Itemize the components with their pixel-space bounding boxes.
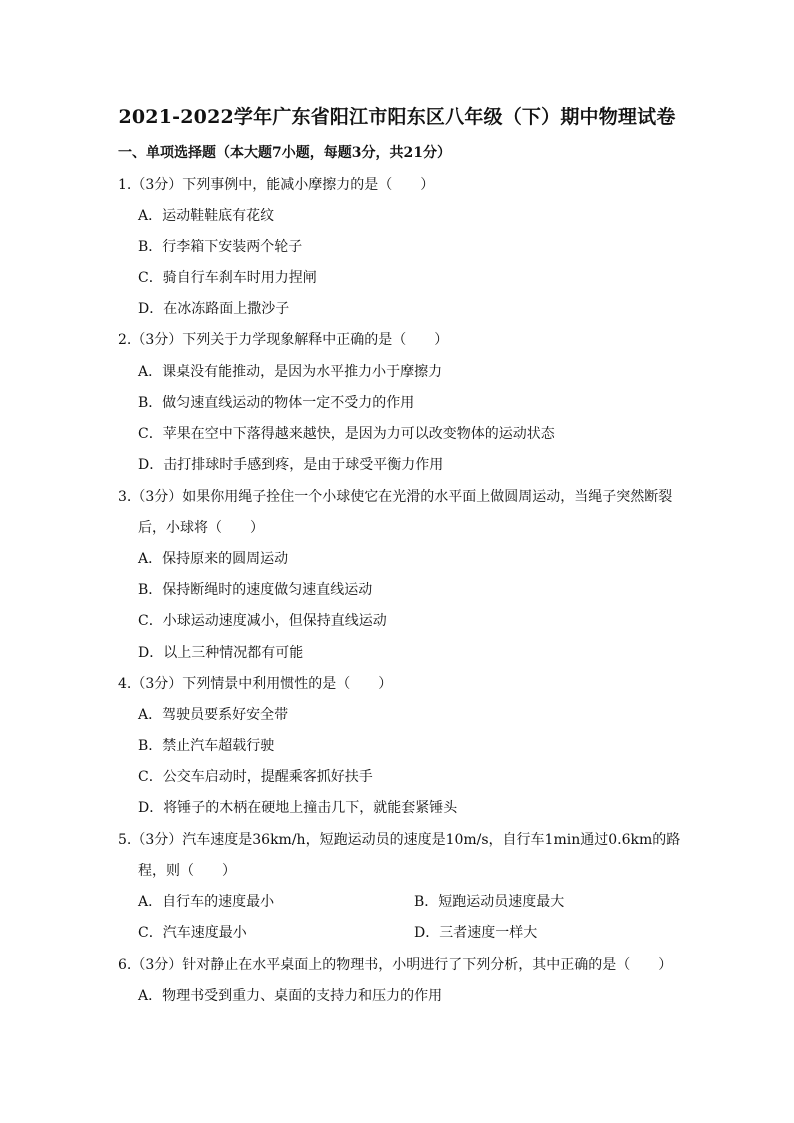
question-3-option-d: D．以上三种情况都有可能 — [138, 645, 304, 661]
question-3-stem-continued: 后，小球将（ ） — [138, 520, 264, 536]
question-4-option-b: B．禁止汽车超载行驶 — [138, 738, 275, 754]
question-4-option-c: C．公交车启动时，提醒乘客抓好扶手 — [138, 769, 373, 785]
question-2-option-a: A．课桌没有能推动，是因为水平推力小于摩擦力 — [138, 364, 443, 380]
question-5-option-d: D．三者速度一样大 — [414, 925, 538, 941]
question-5-stem: 5.（3分）汽车速度是36km/h，短跑运动员的速度是10m/s，自行车1min通过0.6km的路 — [118, 832, 681, 848]
page-title: 2021-2022学年广东省阳江市阳东区八年级（下）期中物理试卷 — [118, 106, 676, 128]
question-3-option-c: C．小球运动速度减小，但保持直线运动 — [138, 613, 387, 629]
question-3-stem: 3.（3分）如果你用绳子拴住一个小球使它在光滑的水平面上做圆周运动，当绳子突然断裂 — [118, 489, 673, 505]
question-4-option-a: A．驾驶员要系好安全带 — [138, 707, 289, 723]
question-5-option-b: B．短跑运动员速度最大 — [414, 894, 565, 910]
question-2-option-d: D．击打排球时手感到疼，是由于球受平衡力作用 — [138, 457, 444, 473]
question-2-option-b: B．做匀速直线运动的物体一定不受力的作用 — [138, 395, 415, 411]
question-1-option-a: A．运动鞋鞋底有花纹 — [138, 208, 275, 224]
question-5-stem-continued: 程，则（ ） — [138, 863, 236, 879]
question-3-option-b: B．保持断绳时的速度做匀速直线运动 — [138, 582, 373, 598]
question-2-stem: 2.（3分）下列关于力学现象解释中正确的是（ ） — [118, 332, 449, 348]
question-4-option-d: D．将锤子的木柄在硬地上撞击几下，就能套紧锤头 — [138, 800, 458, 816]
question-1-stem: 1.（3分）下列事例中，能减小摩擦力的是（ ） — [118, 177, 435, 193]
question-4-stem: 4.（3分）下列情景中利用惯性的是（ ） — [118, 676, 393, 692]
section-heading: 一、单项选择题（本大题7小题，每题3分，共21分） — [118, 145, 451, 161]
question-5-option-c: C．汽车速度最小 — [138, 925, 247, 941]
question-1-option-b: B．行李箱下安装两个轮子 — [138, 239, 303, 255]
question-1-option-d: D．在冰冻路面上撒沙子 — [138, 301, 290, 317]
question-3-option-a: A．保持原来的圆周运动 — [138, 551, 289, 567]
question-6-stem: 6.（3分）针对静止在水平桌面上的物理书，小明进行了下列分析，其中正确的是（ ） — [118, 957, 673, 973]
question-5-option-a: A．自行车的速度最小 — [138, 894, 275, 910]
question-1-option-c: C．骑自行车刹车时用力捏闸 — [138, 270, 317, 286]
question-6-option-a: A．物理书受到重力、桌面的支持力和压力的作用 — [138, 988, 443, 1004]
question-2-option-c: C．苹果在空中下落得越来越快，是因为力可以改变物体的运动状态 — [138, 426, 555, 442]
